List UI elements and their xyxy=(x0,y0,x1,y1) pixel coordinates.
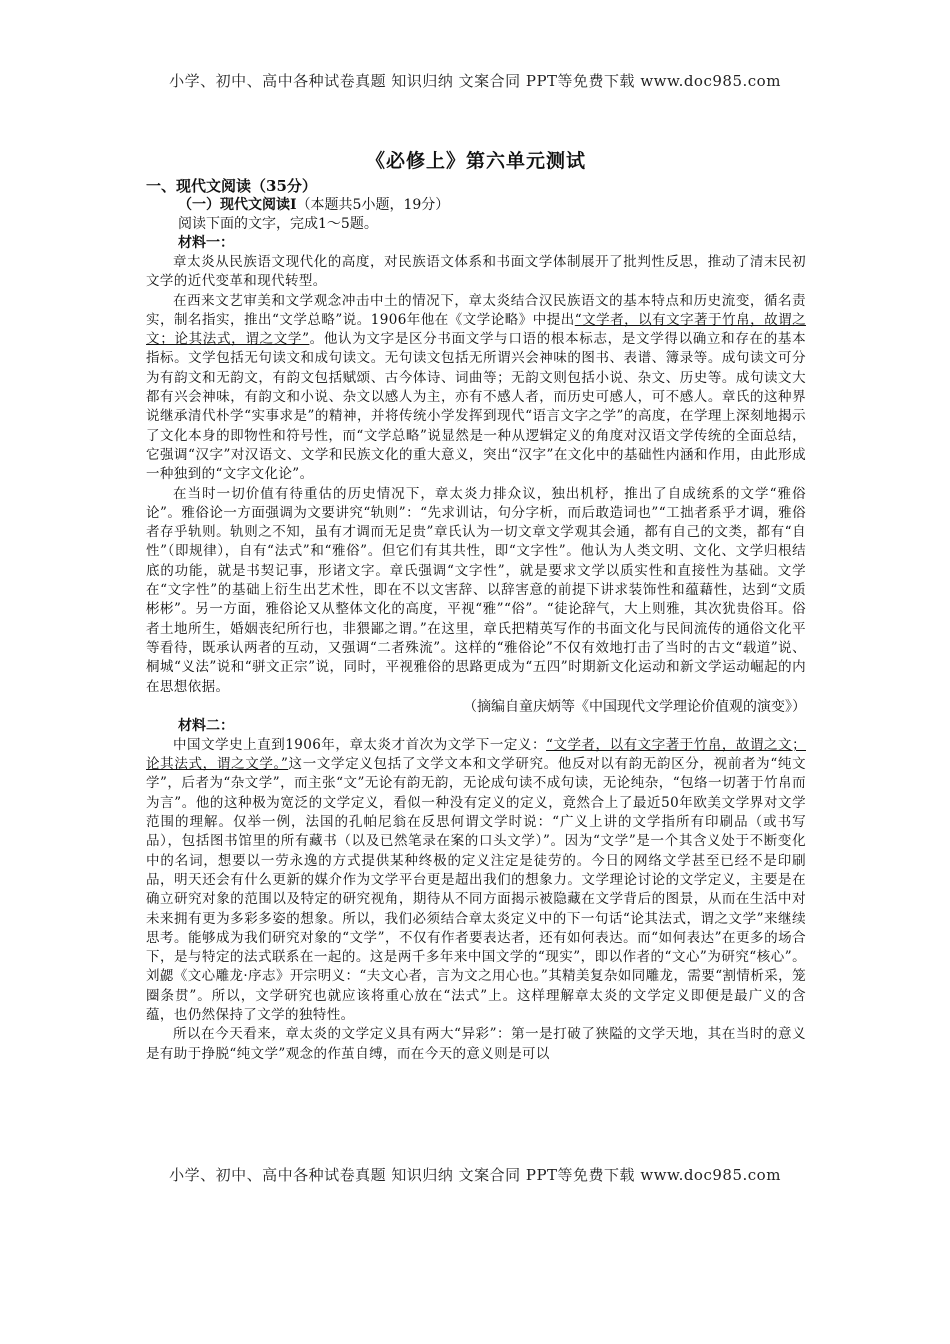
subsection-label: （一）现代文阅读Ⅰ xyxy=(178,197,297,213)
material-two-label: 材料二： xyxy=(178,717,234,734)
subsection-heading xyxy=(178,196,806,215)
material-one-paragraph-1: 章太炎从民族语文现代化的高度，对民族语文体系和书面文学体制展开了批判性反思，推动了清末民初文学的近代变革和现代转型。 xyxy=(146,254,806,290)
document-body xyxy=(146,146,806,1064)
material-one-paragraph-2 xyxy=(146,292,806,485)
material-one-paragraph-3: 在当时一切价值有待重估的历史情况下，章太炎力排众议，独出机杼，推出了自成统系的文学“雅俗论”。雅俗论一方面强调为文要讲究“轨则”：“先求训诂，句分字析，而后敢造词也”“工拙者系乎才调，雅俗者存乎轨则。轨则之不知，虽有才调而无足贵”章氏认为一切文章文学观其会通，都有自己的文类，都有“自性”（即规律），自有“法式”和“雅俗”。但它们有其共性，即“文字性”。他认为人类文明、文化、文学归根结底的功能，就是书契记事，形诸文字。章氏强调“文字性”，就是要求文学以质实性和直接性为基础。文学在“文字性”的基础上衍生出艺术性，即在不以文害辞、以辞害意的前提下讲求装饰性和蕴藉性，达到“文质彬彬”。另一方面，雅俗论又从整体文化的高度，平视“雅”“俗”。“徒论辞气，大上则雅，其次犹贵俗耳。俗者土地所生，婚姻丧纪所行也，非猥鄙之谓。”在这里，章氏把精英写作的书面文化与民间流传的通俗文化平等看待，既承认两者的互动，又强调“二者殊流”。这样的“雅俗论”不仅有效地打击了当时的古文“载道”说、桐城“义法”说和“骈文正宗”说，同时，平视雅俗的思路更成为“五四”时期新文化运动和新文学运动崛起的内在思想依据。 xyxy=(146,485,807,695)
material-one-source: （摘编自童庆炳等《中国现代文学理论价值观的演变》） xyxy=(463,698,806,715)
header-banner: 小学、初中、高中各种试卷真题 知识归纳 文案合同 PPT等免费下载 www.doc985.com xyxy=(169,72,781,90)
paragraph-text: 中国文学史上直到1906年，章太炎才首次为文学下一定义： xyxy=(173,736,546,753)
footer-banner: 小学、初中、高中各种试卷真题 知识归纳 文案合同 PPT等免费下载 www.doc985.com xyxy=(169,1166,781,1184)
paragraph-text: 。他认为文字是区分书面文学与口语的根本标志，是文学得以确立和存在的基本指标。文学包括无句读文和成句读文。无句读文包括无所谓兴会神味的图书、表谱、簿录等。成句读文可分为有韵文和无韵文，有韵文包括赋颂、古今体诗、词曲等；无韵文则包括小说、杂文、历史等。成句读文大都有兴会神味，有韵文和小说、杂文以感人为主，亦有不感人者，而历史可感人，可不感人。章氏的这种界说继承清代朴学“实事求是”的精神，并将传统小学发挥到现代“语言文字之学”的高度，在学理上深刻地揭示了文化本身的即物性和符号性，而“文学总略”说显然是一种从逻辑定义的角度对汉语文学传统的全面总结，它强调“汉字”对汉语文、文学和民族文化的重大意义，突出“汉字”在文化中的基础性内涵和作用，由此形成一种独到的“文字文化论”。 xyxy=(146,331,807,483)
document-title: 《必修上》第六单元测试 xyxy=(365,150,586,172)
subsection-note: （本题共5小题，19分） xyxy=(296,197,450,213)
reading-instruction: 阅读下面的文字，完成1～5题。 xyxy=(178,216,378,232)
underlined-quote: “文学者，以有文字著于竹帛，故谓之文；论其法式，谓之文学。” xyxy=(146,736,806,773)
paragraph-text: 在西来文艺审美和文学观念冲击中土的情况下，章太炎结合汉民族语文的基本特点和历史流变，循名责实，制名指实，推出“文学总略”说。1906年他在《文学论略》中提出 xyxy=(146,292,806,328)
underlined-quote: “文学者，以有文字著于竹帛，故谓之文；论其法式，谓之文学” xyxy=(146,311,807,348)
material-two-paragraph-1 xyxy=(146,736,806,1025)
paragraph-text: 这一文学定义包括了文学文本和文学研究。他反对以有韵无韵区分，视前者为“纯文学”，后者为“杂文学”，而主张“文”无论有韵无韵，无论成句读不成句读，无论纯杂，“包络一切著于竹帛而为言”。他的这种极为宽泛的文学定义，看似一种没有定义的定义，竟然合上了最近50年欧美文学界对文学范围的理解。仅举一例，法国的孔帕尼翁在反思何谓文学时说：“广义上讲的文学指所有印刷品（或书写品），包括图书馆里的所有藏书（以及已然笔录在案的口头文学）”。因为“文学”是一个其含义处于不断变化中的名词，想要以一劳永逸的方式提供某种终极的定义注定是徒劳的。今日的网络文学甚至已经不是印刷品，明天还会有什么更新的媒介作为文学平台更是超出我们的想象力。文学理论讨论的文学定义，主要是在确立研究对象的范围以及特定的研究视角，期待从不同方面揭示被隐藏在文学背后的图景，从而在生活中对未来拥有更为多彩多姿的想象。所以，我们必须结合章太炎定义中的下一句话“论其法式，谓之文学”来继续思考。能够成为我们研究对象的“文学”，不仅有作者要表达者，还有如何表达。而“如何表达”在更多的场合下，是与特定的法式联系在一起的。这是两千多年来中国文学的“现实”，即以作者的“文心”为研究“核心”。刘勰《文心雕龙·序志》开宗明义：“夫文心者，言为文之用心也。”其精美复杂如同雕龙，需要“割情析采，笼圈条贯”。所以，文学研究也就应该将重心放在“法式”上。这样理解章太炎的文学定义即便是最广义的含蕴，也仍然保持了文学的独特性。 xyxy=(146,756,806,1023)
material-one-label: 材料一： xyxy=(178,235,234,251)
material-two-paragraph-2: 所以在今天看来，章太炎的文学定义具有两大“异彩”：第一是打破了狭隘的文学天地，其在当时的意义是有助于挣脱“纯文学”观念的作茧自缚，而在今天的意义则是可以 xyxy=(146,1026,806,1062)
section-heading: 一、现代文阅读（35分） xyxy=(146,177,317,195)
